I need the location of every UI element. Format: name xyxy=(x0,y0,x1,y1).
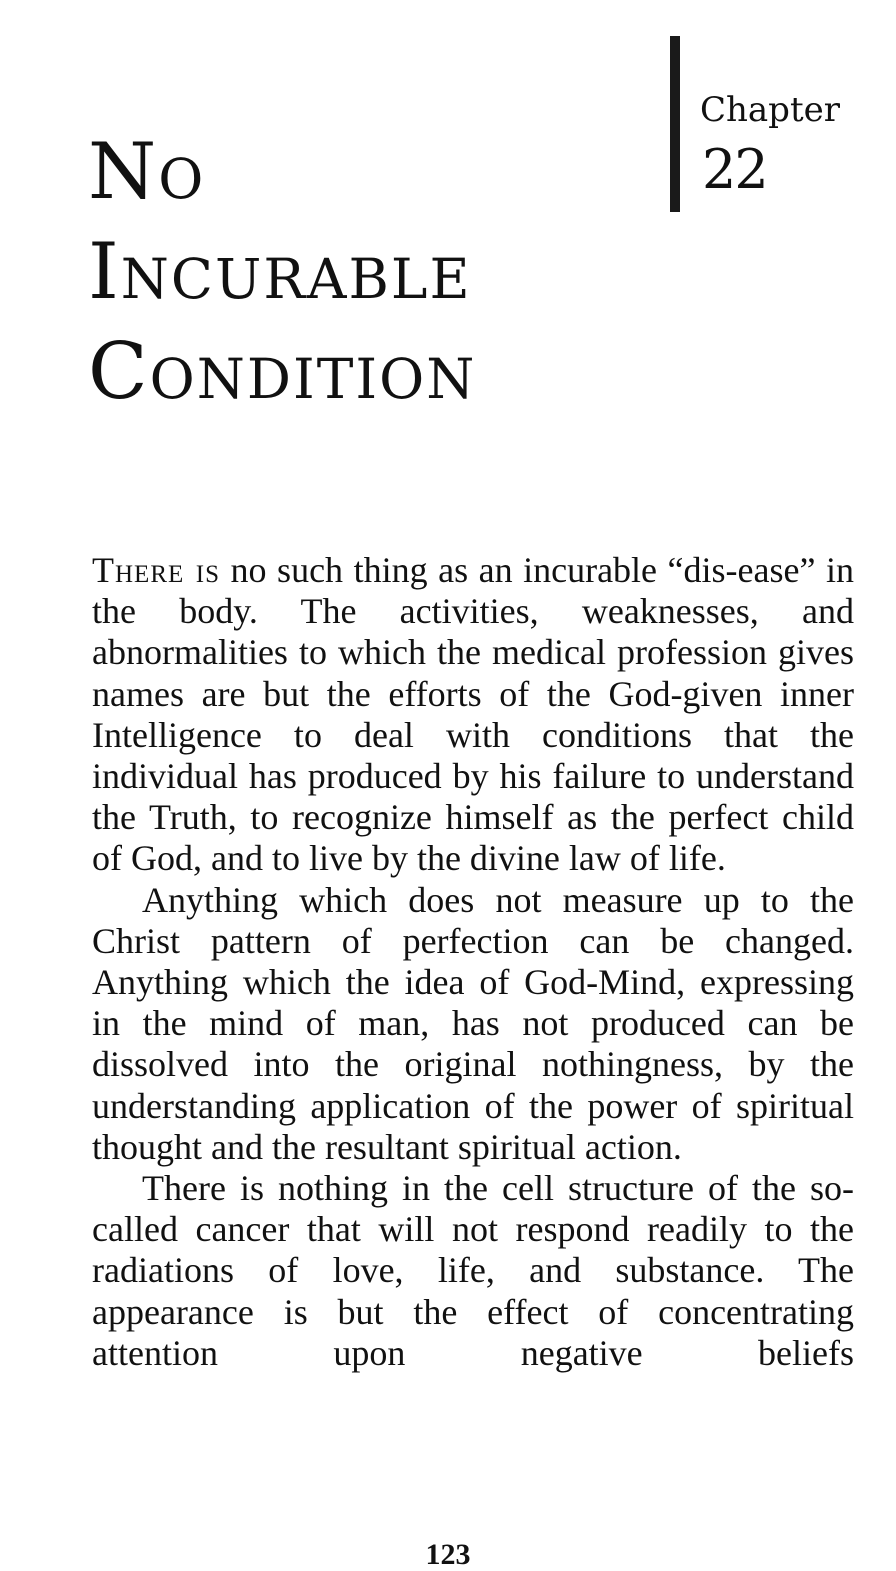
title-line-1: No xyxy=(88,127,206,217)
title-line-2: Incurable xyxy=(88,227,472,317)
chapter-number: 22 xyxy=(702,138,767,201)
lead-in-caps: There is xyxy=(92,550,221,590)
title-line-3: Condition xyxy=(88,327,477,417)
chapter-title xyxy=(88,122,608,422)
body-text xyxy=(92,550,854,1374)
paragraph-3: There is nothing in the cell structure of the so-called cancer that will not respond readily to the radiations of love, life, and substance. The appearance is but the effect of concentrating attention upon negative beliefs xyxy=(92,1168,854,1373)
paragraph-1 xyxy=(92,550,854,880)
page-number: 123 xyxy=(425,1538,471,1571)
paragraph-1-text: no such thing as an incurable “dis-ease” in the body. The activities, weaknesses, and abnormalities to which the medical profession gives names are but the efforts of the God-given inner Intelligence to deal with conditions that the individual has produced by his failure to understand the Truth, to recognize himself as the perfect child of God, and to live by the divine law of life. xyxy=(92,550,854,879)
chapter-label: Chapter xyxy=(700,90,840,130)
chapter-rule xyxy=(670,36,680,212)
paragraph-2: Anything which does not measure up to the Christ pattern of perfection can be changed. Anything which the idea of God-Mind, expressing in the mind of man, has not produced can be dissolved into the original nothingness, by the understanding application of the power of spiritual thought and the resultant spiritual action. xyxy=(92,879,854,1167)
